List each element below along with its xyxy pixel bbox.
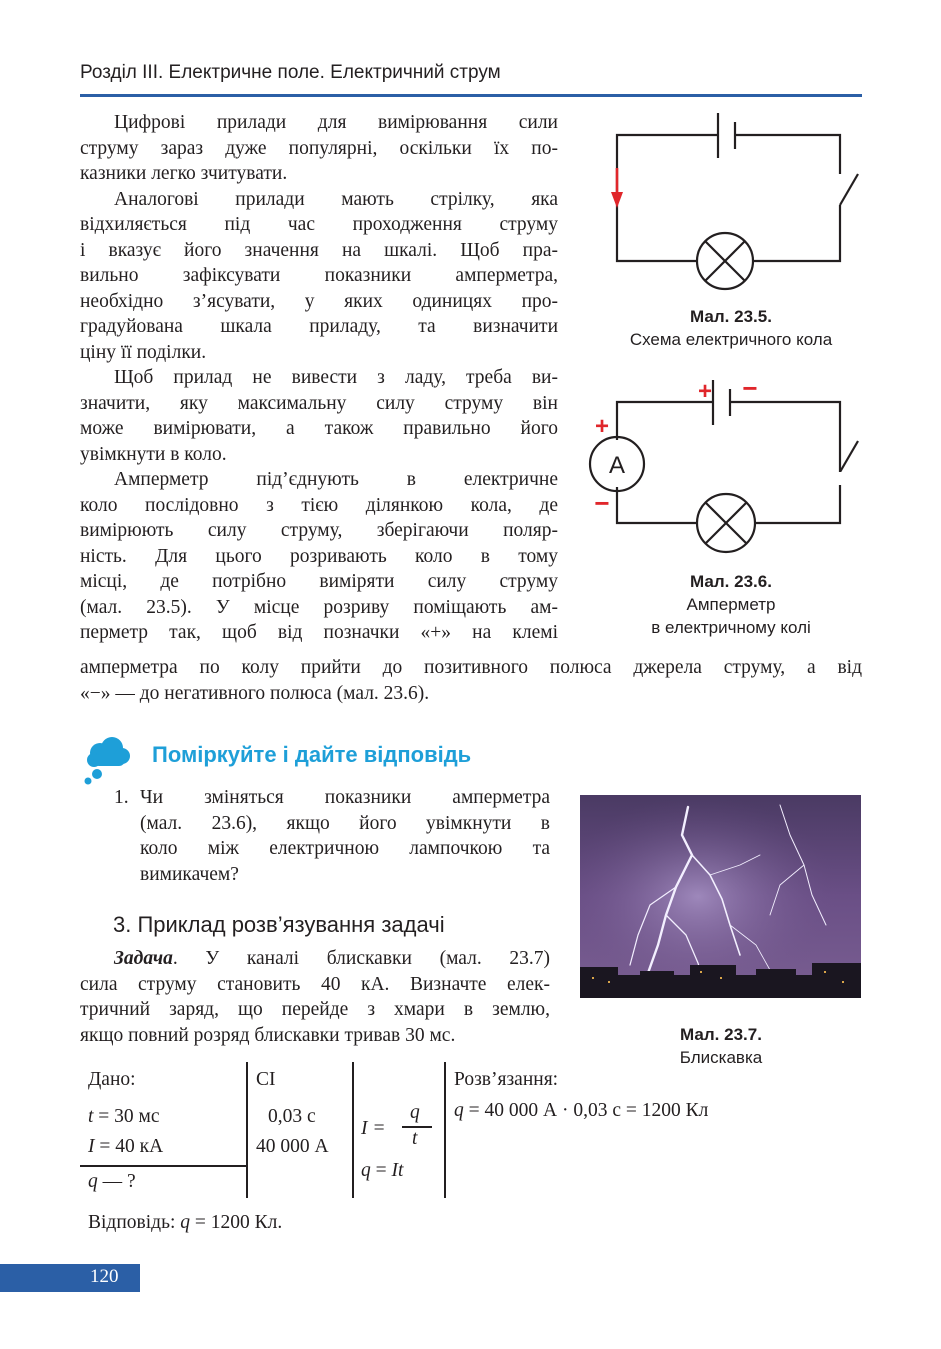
text-line: відхиляється під час проходження струму xyxy=(80,214,558,235)
text-line: тричний заряд, що перейде з хмари в землю, xyxy=(80,999,550,1020)
text-line: струму зараз дуже популярні, оскільки їх по- xyxy=(80,137,558,159)
figure-caption-text: Амперметр xyxy=(686,595,776,614)
text-line xyxy=(80,946,550,972)
think-block-title: Поміркуйте і дайте відповідь xyxy=(152,742,472,767)
si-I-value: 40 000 А xyxy=(256,1136,329,1157)
given-I: I = 40 кА xyxy=(88,1136,164,1157)
solution-calculation: q = 40 000 А · 0,03 с = 1200 Кл xyxy=(454,1100,709,1121)
si-t-value: 0,03 с xyxy=(268,1106,316,1127)
running-header: Розділ III. Електричне поле. Електричний струм xyxy=(80,62,501,83)
formula-2: q = It xyxy=(361,1160,404,1181)
formula-lhs: I = xyxy=(361,1118,386,1139)
text-line: вимірюють силу струму, зберігаючи поляр- xyxy=(80,520,558,541)
text-line: казники легко зчитувати. xyxy=(80,163,288,184)
section-title: 3. Приклад розв’язування задачі xyxy=(113,912,445,937)
page-number: 120 xyxy=(90,1266,119,1287)
ammeter-plus-sign: + xyxy=(594,413,610,440)
text-line: коло послідовно з тією ділянкою кола, де xyxy=(80,494,558,516)
text-line: коло між електричною лампочкою та xyxy=(140,838,550,859)
current-arrow-icon xyxy=(611,168,623,208)
formula-numerator: q xyxy=(410,1102,420,1123)
page-number-bar xyxy=(0,1264,140,1292)
text-line: якщо повний розряд блискавки тривав 30 мс. xyxy=(80,1024,456,1046)
figure-23-6-caption xyxy=(600,570,862,639)
answer-line: Відповідь: q = 1200 Кл. xyxy=(88,1212,283,1233)
paragraph-4-continuation xyxy=(80,655,862,706)
text-line: ність. Для цього розривають коло в тому xyxy=(80,545,558,567)
text-line: може вимірювати, а також правильно його xyxy=(80,418,558,439)
paragraph-1 xyxy=(80,110,558,187)
figure-23-5-caption xyxy=(600,305,862,351)
text-line: місці, де потрібно виміряти силу струму xyxy=(80,571,558,592)
text-line: сила струму становить 40 кА. Визначте елек- xyxy=(80,973,550,995)
question-number: 1. xyxy=(114,787,129,808)
text-line: Аналогові прилади мають стрілку, яка xyxy=(114,188,558,210)
problem-first-line: . У каналі блискавки (мал. 23.7) xyxy=(172,948,550,969)
text-line: вильно зафіксувати показники амперметра, xyxy=(80,265,558,286)
problem-statement xyxy=(80,946,550,1048)
circuit-diagram-23-5 xyxy=(590,108,870,293)
battery-plus-sign: + xyxy=(697,378,713,405)
text-line: Амперметр під’єднують в електричне xyxy=(114,469,558,490)
given-rule xyxy=(80,1165,247,1167)
text-line: градуйована шкала приладу, та визначити xyxy=(80,316,558,337)
question-text xyxy=(140,785,550,887)
text-line: Щоб прилад не вивести з ладу, треба ви- xyxy=(114,367,558,388)
circuit-diagram-23-6 xyxy=(585,375,870,560)
text-line: «−» — до негативного полюса (мал. 23.6). xyxy=(80,682,430,704)
text-line: значити, яку максимальну силу струму він xyxy=(80,392,558,414)
given-t: t = 30 мс xyxy=(88,1106,160,1127)
battery-minus-sign: − xyxy=(742,375,758,403)
cloud-icon xyxy=(82,736,134,786)
solution-label: Розв’язання: xyxy=(454,1069,559,1090)
text-line: необхідно з’ясувати, у яких одиницях про- xyxy=(80,290,558,312)
header-rule xyxy=(80,94,862,97)
paragraph-2 xyxy=(80,187,558,366)
given-label: Дано: xyxy=(88,1069,136,1090)
figure-caption-text: Схема електричного кола xyxy=(629,330,833,349)
figure-caption-text: в електричному колі xyxy=(651,618,811,637)
switch-lever xyxy=(840,174,858,205)
text-line: амперметра по колу прийти до позитивного полюса джерела струму, а від xyxy=(80,657,862,678)
table-divider xyxy=(444,1062,446,1198)
text-line: увімкнути в коло. xyxy=(80,443,227,465)
paragraph-3 xyxy=(80,365,558,467)
switch-lever xyxy=(840,441,858,472)
ammeter-minus-sign: − xyxy=(594,488,610,518)
question-1 xyxy=(80,785,550,887)
text-line: (мал. 23.6), якщо його увімкнути в xyxy=(140,812,550,834)
figure-number: Мал. 23.5. xyxy=(690,307,772,326)
text-line: перметр так, щоб від позначки «+» на клемі xyxy=(80,622,558,643)
problem-label: Задача xyxy=(114,948,173,969)
problem-solution-table xyxy=(80,1062,800,1202)
table-divider xyxy=(352,1062,354,1198)
text-line: ціну її поділки. xyxy=(80,341,207,363)
lightning-photo xyxy=(580,795,861,998)
text-line: Чи зміняться показники амперметра xyxy=(140,787,550,808)
formula-denominator: t xyxy=(412,1128,418,1149)
text-line: Цифрові прилади для вимірювання сили xyxy=(114,112,558,133)
si-label: СІ xyxy=(256,1069,276,1090)
figure-number: Мал. 23.6. xyxy=(690,572,772,591)
figure-caption-text: Блискавка xyxy=(679,1048,763,1067)
text-line: (мал. 23.5). У місце розриву поміщають ам- xyxy=(80,596,558,618)
text-line: вимикачем? xyxy=(140,863,239,885)
table-divider xyxy=(246,1062,248,1198)
paragraph-4 xyxy=(80,467,558,646)
figure-number: Мал. 23.7. xyxy=(680,1025,762,1044)
text-line: і вказує його значення на шкалі. Щоб пра- xyxy=(80,239,558,261)
ammeter-symbol: A xyxy=(608,452,626,479)
main-text-column xyxy=(80,110,558,646)
unknown-q: q — ? xyxy=(88,1171,136,1192)
